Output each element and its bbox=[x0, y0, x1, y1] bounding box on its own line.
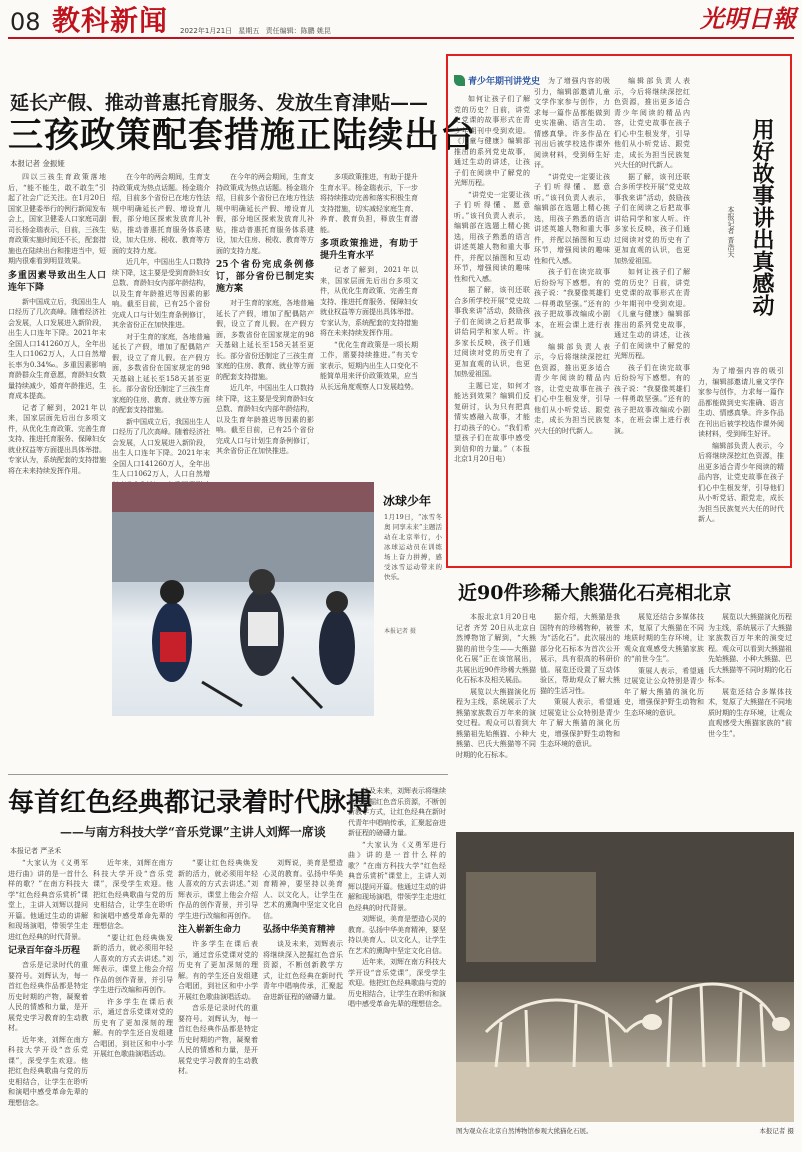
paragraph: 四以三孩生育政策落地后，“能不能生，敢不敢生”引起了社会广泛关注。在1月20日国家卫健委举行的例行新闻发布会上，国家卫健委人口家庭司副司长杨金瑞表示，目前，三孩生育政策实施时间还不长，配套措施也在陆续出台和推进当中，短期内很难看到明显效果。 bbox=[8, 173, 106, 265]
ice-hockey-illustration bbox=[112, 482, 374, 716]
ice-photo-title: 冰球少年 bbox=[383, 494, 432, 508]
paragraph: 记者了解到，2021年以来，国家层面先后出台多项文件，从优化生育政策、完善生育支持、推进托育服务、保障妇女就业权益等方面提出具体举措。专家认为，系统配套的支持措施将在未来持续发挥作用。 bbox=[320, 266, 418, 337]
paragraph: “要让红色经典焕发新的活力，就必须用年轻人喜欢的方式去讲述。”刘辉表示，课堂上他会介绍作品的创作背景，并引导学生进行改编和再创作。 bbox=[178, 859, 258, 920]
paragraph: 主题已定，如何才能达到效果？编辑们反复研讨，认为只有把真情实感融入故事，才能打动孩子的心。“我们希望孩子们在故事中感受到信仰的力量。”（本报北京1月20日电） bbox=[454, 381, 530, 463]
paragraph: 刘辉说，美育是塑造心灵的教育。弘扬中华美育精神，要坚持以美育人、以文化人，让学生在艺术的熏陶中坚定文化自信。 bbox=[263, 859, 343, 920]
music-headline: 每首红色经典都记录着时代脉搏 bbox=[8, 788, 373, 818]
music-subhead-1: 注入崭新生命力 bbox=[178, 925, 242, 935]
panda-col-4 bbox=[708, 612, 792, 826]
section-title: 教科新闻 bbox=[52, 4, 169, 37]
masthead-rule bbox=[8, 37, 794, 39]
paragraph: 如何让孩子们了解党的历史？日前，讲党史党课的故事形式在青少年期刊中受到欢迎。《儿童与健康》编辑部推出的系列党史故事，通过生动的讲述，让孩子们在阅读中了解党的光辉历程。 bbox=[614, 268, 690, 360]
music-col-5 bbox=[348, 786, 446, 1148]
music-col-4 bbox=[263, 858, 343, 1148]
newspaper-logo: 光明日報 bbox=[700, 4, 796, 33]
paragraph: “大家认为《义勇军进行曲》讲的是一首什么样的歌？”在南方科技大学“红色经典音乐赏析”课堂上，主讲人刘辉以提问开篇。他通过生动的讲解和现场演唱，带领学生走进红色经典的时代背景。 bbox=[8, 859, 88, 941]
paragraph: 策展人表示，希望通过展览让公众特别是青少年了解大熊猫的演化历史，增强保护野生动物和生态环境的意识。 bbox=[540, 698, 620, 748]
paragraph: 如何让孩子们了解党的历史？日前，讲党史党课的故事形式在青少年期刊中受到欢迎。《儿童与健康》编辑部推出的系列党史故事，通过生动的讲述，让孩子们在阅读中了解党的光辉历程。 bbox=[454, 95, 530, 187]
panda-caption-text: 图为观众在北京自然博物馆参观大熊猫化石展。 bbox=[456, 1127, 593, 1135]
paragraph: 新中国成立后，我国出生人口经历了几次高峰。随着经济社会发展，人口发展进入新阶段，出生人口连年下降。2021年末全国人口141260万人，全年出生人口1062万人，人口自然增 bbox=[112, 417, 210, 478]
top-story-byline: 本报记者 金振娅 bbox=[10, 159, 65, 168]
paragraph: “讲党史一定要让孩子们听得懂、愿意听。”该刊负责人表示，编辑部在选题上精心挑选，用孩子熟悉的语言讲述英雄人物和重大事件，并配以插图和互动环节，增强阅读的趣味性和代入感。 bbox=[454, 190, 530, 283]
panda-photo-credit: 本报记者 摄 bbox=[759, 1127, 794, 1135]
paragraph: 编辑部负责人表示，今后将继续深挖红色资源，推出更多适合青少年阅读的精品内容，让党史故事在孩子们心中生根发芽，引导他们从小听党话、跟党走，成长为担当民族复兴大任的时代新人。 bbox=[534, 342, 610, 435]
paragraph: 谈及未来，刘辉表示将继续深入挖掘红色音乐资源，不断创新教学方式，让红色经典在新时代青年中唱响传承，汇聚起奋进新征程的磅礴力量。 bbox=[348, 787, 446, 837]
special-col-4 bbox=[698, 366, 784, 556]
paragraph: 许多学生在课后表示，通过音乐党课对党的历史有了更加深刻的理解。有的学生还自发组建合唱团，到社区和中小学开展红色歌曲演唱活动。 bbox=[178, 940, 258, 1001]
paragraph: 近几年，中国出生人口数持续下降，这主要是受到育龄妇女总数、育龄妇女内部年龄结构，以及生育年龄推迟等因素的影响。截至目前，已有25个省份完成人口与计划生育条例修订，其余省份正在加快推进。 bbox=[216, 384, 314, 455]
paragraph: 近几年，中国出生人口数持续下降，这主要是受到育龄妇女总数、育龄妇女内部年龄结构，以及生育年龄推迟等因素的影响。截至目前，已有25个省份完成人口与计划生育条例修订，其余省份正在加快推进。 bbox=[112, 258, 210, 329]
section-divider bbox=[8, 774, 448, 775]
paragraph: 记者了解到，2021年以来，国家层面先后出台多项文件，从优化生育政策、完善生育支持、推进托育服务、保障妇女就业权益等方面提出具体举措。专家认为，系统配套的支持措施将在未来持续发挥作用。 bbox=[8, 403, 106, 475]
editors: 责任编辑：陈鹏 姚昆 bbox=[265, 27, 331, 35]
fossil-skeleton-illustration bbox=[456, 832, 794, 1122]
paragraph: “大家认为《义勇军进行曲》讲的是一首什么样的歌？”在南方科技大学“红色经典音乐赏析”课堂上，主讲人刘辉以提问开篇。他通过生动的讲解和现场演唱，带领学生走进红色经典的时代背景。 bbox=[348, 840, 446, 912]
paragraph: 近年来，刘辉在南方科技大学开设“音乐党课”，深受学生欢迎。他把红色经典歌曲与党的历史相结合，让学生在聆听和演唱中感受革命先辈的理想信念。 bbox=[93, 859, 173, 930]
top-story-subhead-2: 25个省份完成条例修订，部分省份已制定实施方案 bbox=[216, 260, 314, 294]
panda-col-1 bbox=[456, 612, 536, 826]
top-story-subhead-1: 多重因素导致出生人口连年下降 bbox=[8, 270, 106, 293]
top-story-headline: 三孩政策配套措施正陆续出台 bbox=[8, 115, 477, 156]
paragraph: 刘辉说，美育是塑造心灵的教育。弘扬中华美育精神，要坚持以美育人、以文化人，让学生在艺术的熏陶中坚定文化自信。 bbox=[348, 915, 446, 955]
issue-weekday: 星期五 bbox=[238, 27, 260, 35]
leaf-icon bbox=[454, 75, 465, 86]
paragraph: 多项政策推进，有助于提升生育水平。杨金瑞表示，下一步将持续推动完善和落实积极生育支持措施，切实减轻家庭生育、养育、教育负担，释放生育潜能。 bbox=[320, 173, 418, 234]
music-col-1 bbox=[8, 858, 88, 1148]
paragraph: 展览还结合多媒体技术，复原了大熊猫在不同地质时期的生存环境，让观众直观感受大熊猫家族的“前世今生”。 bbox=[624, 613, 704, 663]
panda-fossil-photo bbox=[456, 832, 794, 1122]
music-subhead-3: 记录百年奋斗历程 bbox=[8, 946, 81, 956]
special-col-1 bbox=[454, 94, 530, 556]
paragraph: 许多学生在课后表示，通过音乐党课对党的历史有了更加深刻的理解。有的学生还自发组建合唱团，到社区和中小学开展红色歌曲演唱活动。 bbox=[93, 997, 173, 1058]
paragraph: 新中国成立后，我国出生人口经历了几次高峰。随着经济社会发展，人口发展进入新阶段，出生人口连年下降。2021年末全国人口141260万人，全年出生人口1062万人，人口自然增长率为0.34‰。多重因素影响育龄群众生育意愿，育龄妇女数量持续减少，婚育年龄推迟，生育成本提高。 bbox=[8, 297, 106, 400]
paragraph: 在今年的两会期间，生育支持政策成为热点话题。杨金瑞介绍，目前多个省份已在地方性法规中明确延长产假、增设育儿假，部分地区探索发放育儿补贴，推动普惠托育服务体系建设，加大住房、税收、教育等方面的支持力度。 bbox=[112, 173, 210, 255]
paragraph: 据了解，该刊还联合多所学校开展“党史故事我来讲”活动，鼓励孩子们在阅读之后把故事讲给同学和家人听。许多家长反映，孩子们通过阅读对党的历史有了更加直观的认识，也更加热爱祖国。 bbox=[454, 286, 530, 378]
music-col-2 bbox=[93, 858, 173, 1148]
ice-photo-credit: 本报记者 摄 bbox=[384, 628, 416, 635]
special-column-box bbox=[446, 54, 792, 568]
page-number: 08 bbox=[10, 8, 41, 36]
masthead-info bbox=[180, 26, 331, 36]
paragraph: “要让红色经典焕发新的活力，就必须用年轻人喜欢的方式去讲述。”刘辉表示，课堂上他会介绍作品的创作背景，并引导学生进行改编和再创作。 bbox=[93, 933, 173, 994]
paragraph: 展览以大熊猫演化历程为主线，系统展示了大熊猫家族数百万年来的演变过程。观众可以看到大熊猫祖先始熊猫、小种大熊猫、巴氏大熊猫等不同时期的化石标本。 bbox=[708, 613, 792, 684]
special-col-2 bbox=[534, 76, 610, 556]
paragraph: 对于生育的家庭，各地普遍延长了产假，增加了配偶陪产假，设立了育儿假。在产假方面，多数省份在国家规定的98天基础上延长至158天甚至更长。部分省份还制定了三孩生育家庭的住房、教育、就业等方面的配套支持措施。 bbox=[112, 332, 210, 414]
panda-col-3 bbox=[624, 612, 704, 826]
paragraph: 据了解，该刊还联合多所学校开展“党史故事我来讲”活动，鼓励孩子们在阅读之后把故事讲给同学和家人听。许多家长反映，孩子们通过阅读对党的历史有了更加直观的认识，也更加热爱祖国。 bbox=[614, 172, 690, 265]
paragraph: 编辑部负责人表示，今后将继续深挖红色资源，推出更多适合青少年阅读的精品内容，让党史故事在孩子们心中生根发芽，引导他们从小听党话、跟党走，成长为担当民族复兴大任的时代新人。 bbox=[614, 77, 690, 169]
music-subhead: ——与南方科技大学“音乐党课”主讲人刘辉一席谈 bbox=[60, 825, 326, 839]
paragraph: 孩子们在读完故事后纷纷写下感想。有的孩子说：“我要像英雄们一样勇敢坚强。”还有的孩子把故事改编成小剧本，在班会课上进行表演。 bbox=[614, 363, 690, 435]
masthead bbox=[0, 0, 802, 40]
paragraph: 谈及未来，刘辉表示将继续深入挖掘红色音乐资源，不断创新教学方式，让红色经典在新时代青年中唱响传承，汇聚起奋进新征程的磅礴力量。 bbox=[263, 940, 343, 1001]
panda-col-2 bbox=[540, 612, 620, 826]
top-story-subhead-3: 多项政策推进，有助于提升生育水平 bbox=[320, 239, 418, 261]
paragraph: 为了增强内容的吸引力，编辑部邀请儿童文学作家参与创作，力求每一篇作品都能做到史实准确、语言生动、情感真挚。许多作品在刊出后被学校选作课外阅读材料，受到师生好评。 bbox=[698, 367, 784, 438]
special-col-3 bbox=[614, 76, 690, 556]
paragraph: 近年来，刘辉在南方科技大学开设“音乐党课”，深受学生欢迎。他把红色经典歌曲与党的历史相结合，让学生在聆听和演唱中感受革命先辈的理想信念。 bbox=[8, 1035, 88, 1107]
paragraph: 展览还结合多媒体技术，复原了大熊猫在不同地质时期的生存环境，让观众直观感受大熊猫家族的“前世今生”。 bbox=[708, 687, 792, 738]
panda-photo-caption bbox=[456, 1126, 794, 1135]
paragraph: 近年来，刘辉在南方科技大学开设“音乐党课”，深受学生欢迎。他把红色经典歌曲与党的历史相结合，让学生在聆听和演唱中感受革命先辈的理想信念。 bbox=[348, 958, 446, 1008]
paragraph: 音乐是记录时代的重要符号。刘辉认为，每一首红色经典作品都是特定历史时期的产物，凝聚着人民的情感和力量，是开展党史学习教育的生动教材。 bbox=[8, 961, 88, 1032]
paragraph: “优化生育政策是一项长期工作，需要持续推进。”有关专家表示，短期内出生人口变化不能简单用来评价政策效果，应当从长远角度观察人口发展趋势。 bbox=[320, 340, 418, 391]
paragraph: 本报北京1月20日电 记者 齐芳 20日从北京自然博物馆了解到，“大熊猫的前世今生——大熊猫化石展”正在该馆展出，共展出近90件珍稀大熊猫化石标本及相关展品。 bbox=[456, 613, 536, 684]
music-col-3 bbox=[178, 858, 258, 1148]
column-tag: 青少年期刊讲党史 bbox=[468, 77, 541, 87]
special-byline: 本报记者 晋浩天 bbox=[727, 206, 735, 258]
issue-date: 2022年1月21日 bbox=[180, 27, 233, 35]
ice-hockey-photo bbox=[112, 482, 374, 716]
top-story-col-1 bbox=[8, 172, 106, 676]
paragraph: 对于生育的家庭，各地普遍延长了产假，增加了配偶陪产假，设立了育儿假。在产假方面，多数省份在国家规定的98天基础上延长至158天甚至更长。部分省份还制定了三孩生育家庭的住房、教育、就业等方面的配套支持措施。 bbox=[216, 299, 314, 381]
paragraph: 音乐是记录时代的重要符号。刘辉认为，每一首红色经典作品都是特定历史时期的产物，凝聚着人民的情感和力量，是开展党史学习教育的生动教材。 bbox=[178, 1004, 258, 1075]
special-headline: 用好故事讲出真感动 bbox=[749, 118, 775, 316]
paragraph: 为了增强内容的吸引力，编辑部邀请儿童文学作家参与创作，力求每一篇作品都能做到史实准确、语言生动、情感真挚。许多作品在刊出后被学校选作课外阅读材料，受到师生好评。 bbox=[534, 77, 610, 169]
column-logo bbox=[454, 74, 540, 87]
paragraph: 据介绍，大熊猫是我国特有的珍稀物种，被誉为“活化石”。此次展出的部分化石标本为首次公开展示，具有很高的科研价值。展览还设置了互动体验区，帮助观众了解大熊猫的生活习性。 bbox=[540, 613, 620, 695]
panda-headline: 近90件珍稀大熊猫化石亮相北京 bbox=[458, 582, 732, 604]
paragraph: 展览以大熊猫演化历程为主线，系统展示了大熊猫家族数百万年来的演变过程。观众可以看到大熊猫祖先始熊猫、小种大熊猫、巴氏大熊猫等不同时期的化石标本。 bbox=[456, 687, 536, 759]
paragraph: 孩子们在读完故事后纷纷写下感想。有的孩子说：“我要像英雄们一样勇敢坚强。”还有的孩子把故事改编成小剧本，在班会课上进行表演。 bbox=[534, 268, 610, 339]
paragraph: 策展人表示，希望通过展览让公众特别是青少年了解大熊猫的演化历史，增强保护野生动物和生态环境的意识。 bbox=[624, 666, 704, 717]
paragraph: 编辑部负责人表示，今后将继续深挖红色资源，推出更多适合青少年阅读的精品内容，让党史故事在孩子们心中生根发芽，引导他们从小听党话、跟党走，成长为担当民族复兴大任的时代新人。 bbox=[698, 441, 784, 523]
ice-photo-caption: 1月19日，“冰雪冬奥 同享未来”主题活动在北京举行，小冰球运动员在训练场上奋力拼搏，感受冰雪运动带来的快乐。 bbox=[384, 513, 442, 581]
music-subhead-2: 弘扬中华美育精神 bbox=[263, 925, 336, 935]
paragraph: 在今年的两会期间，生育支持政策成为热点话题。杨金瑞介绍，目前多个省份已在地方性法规中明确延长产假、增设育儿假，部分地区探索发放育儿补贴，推动普惠托育服务体系建设，加大住房、税收、教育等方面的支持力度。 bbox=[216, 173, 314, 255]
paragraph: “讲党史一定要让孩子们听得懂、愿意听。”该刊负责人表示，编辑部在选题上精心挑选，用孩子熟悉的语言讲述英雄人物和重大事件，并配以插图和互动环节，增强阅读的趣味性和代入感。 bbox=[534, 172, 610, 265]
top-story-kicker: 延长产假、推动普惠托育服务、发放生育津贴—— bbox=[10, 92, 429, 114]
music-byline: 本报记者 严圣禾 bbox=[10, 847, 62, 855]
